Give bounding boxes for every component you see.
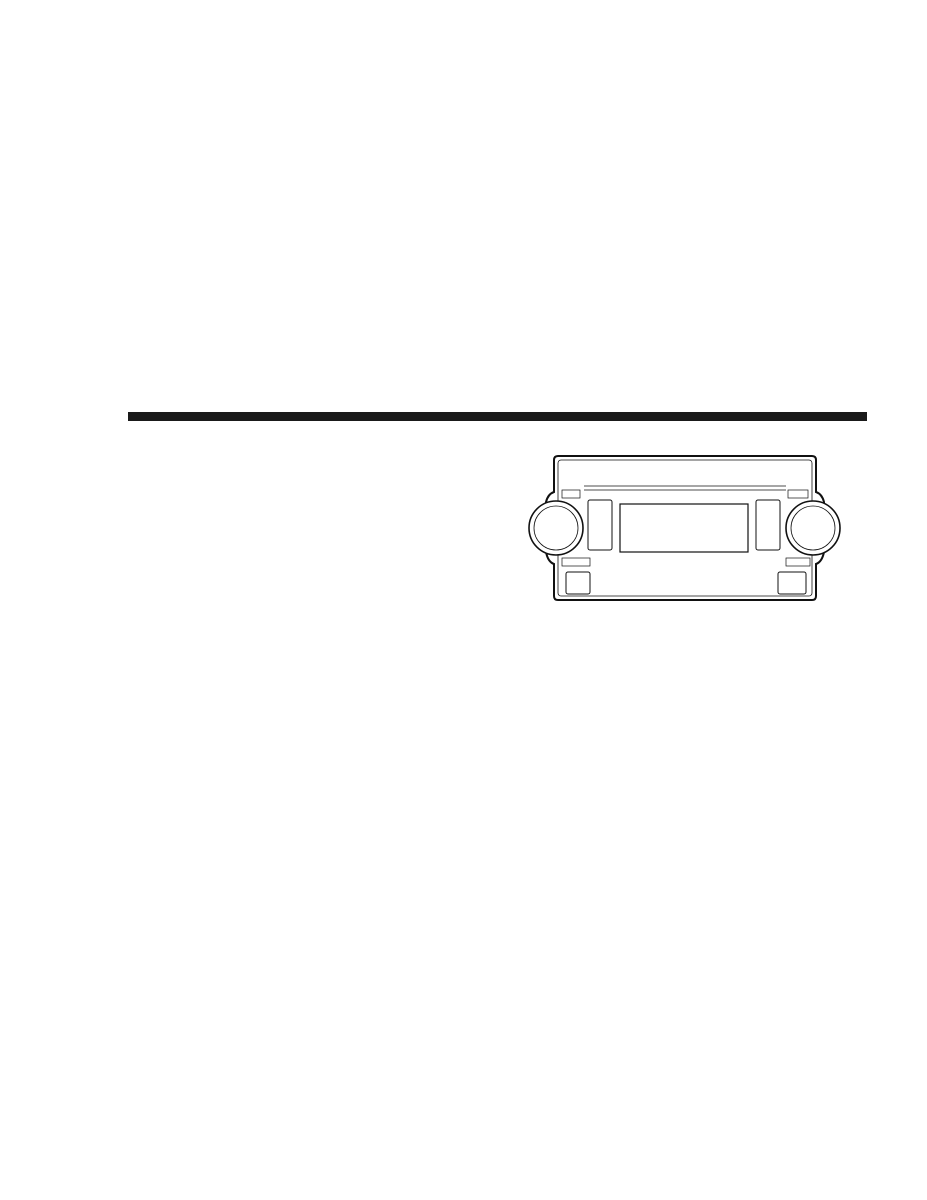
tune-knob xyxy=(786,501,840,555)
header-rule xyxy=(128,412,867,421)
radio-illustration xyxy=(504,452,867,612)
right-column xyxy=(504,672,867,700)
volume-knob xyxy=(529,501,583,555)
note-sales-code xyxy=(116,487,478,505)
raq-radio-figure xyxy=(504,452,867,642)
mode-button xyxy=(588,500,612,550)
display-screen xyxy=(620,504,748,552)
page-header xyxy=(116,408,867,424)
note-steering-wheel xyxy=(116,448,478,466)
left-column xyxy=(116,436,478,505)
note-ignition xyxy=(504,682,867,700)
set-dir-button xyxy=(566,572,590,594)
am-fm-button xyxy=(756,500,780,550)
rnd-pty-button xyxy=(778,572,806,594)
